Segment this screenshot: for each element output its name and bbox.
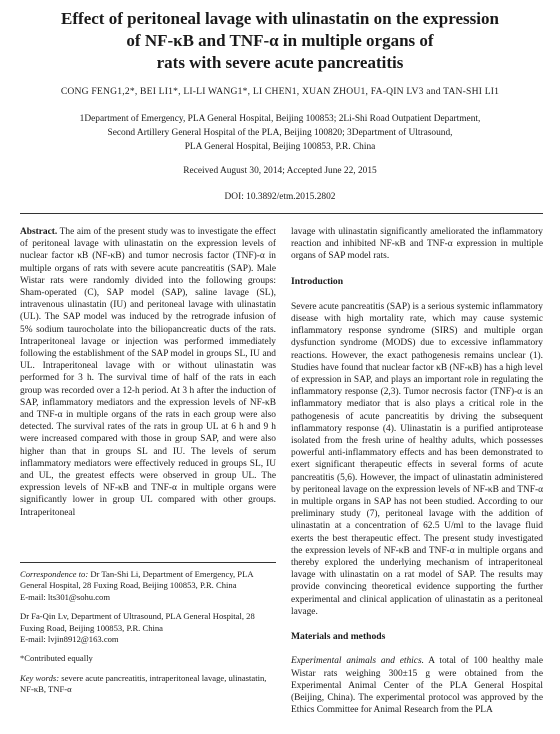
methods-subheading: Experimental animals and ethics. <box>291 656 424 667</box>
received-accepted-dates: Received August 30, 2014; Accepted June 22, 2015 <box>183 166 377 176</box>
introduction-text: Severe acute pancreatitis (SAP) is a serious systemic inflammatory disease with high mortality rate, which may cause systemic inflammatory response syndrome (SIRS) and multiple organ dysfunction syndrome (MODS) due to excessive inflammatory reactions. However, the exact pathogenesis remains unclear (1). Studies have found that nuclear factor κB (NF-κB) has a high level of expression in SAP, and plays an important role in regulating the inflammatory response (2,3). Tumor necrosis factor (TNF)-α is an inflammatory mediator that is also plays a critical role in the pathogenesis of acute pancreatitis by driving the subsequent inflammatory response (4). Ulinastatin is a purified antiprotease isolated from the fresh urine of healthy adults, which possesses powerful anti-inflammatory effects and has been demonstrated to exert significant therapeutic effects in several forms of acute pancreatitis (5,6). However, the impact of ulinastatin administered by peritoneal lavage on the expression levels of NF-κB and TNF-α in multiple organs in SAP has not been studied. According to our preliminary study (7), peritoneal lavage with the addition of ulinastatin at a concentration of 62.5 U/ml to the lavage fluid exerts the best therapeutic effect. The present study investigated the expression levels of NF-κB and TNF-α in multiple organs and thereby explored the underlying mechanism of intraperitoneal lavage with ulinastatin on a rat model of SAP. The results may provide convincing theoretical evidence supporting the further experimental and clinical application of ulinastatin as a peritoneal lavage. <box>291 301 543 617</box>
abstract-paragraph <box>20 226 276 519</box>
affiliation-line-2: Second Artillery General Hospital of the PLA, Beijing 100820; 3Department of Ultrasound, <box>107 128 453 138</box>
affiliations <box>20 112 540 154</box>
correspondence-1 <box>20 569 276 592</box>
footnotes <box>20 569 276 696</box>
affiliation-line-3: PLA General Hospital, Beijing 100853, P.R. China <box>184 142 376 152</box>
keywords-label: Key words: <box>20 672 60 683</box>
right-column <box>291 226 543 716</box>
contributed-equally-note: *Contributed equally <box>20 653 93 664</box>
title-line-1: Effect of peritoneal lavage with ulinastatin on the expression <box>61 9 499 28</box>
methods-heading: Materials and methods <box>291 631 386 643</box>
author-list: CONG FENG1,2*, BEI LI1*, LI-LI WANG1*, LI CHEN1, XUAN ZHOU1, FA-QIN LV3 and TAN-SHI LI1 <box>60 86 500 97</box>
correspondence-entry-1: Dr Tan-Shi Li, Department of Emergency, PLA General Hospital, 28 Fuxing Road, Beijing 100853, P.R. China <box>20 569 254 591</box>
paper-title <box>20 8 540 74</box>
affiliation-line-1: 1Department of Emergency, PLA General Hospital, Beijing 100853; 2Li-Shi Road Outpatient Department, <box>79 114 481 124</box>
abstract-text: The aim of the present study was to investigate the effect of peritoneal lavage with ulinastatin on the expression levels of nuclear factor κB (NF-κB) and tumor necrosis factor (TNF)-α in multiple organs of rats with severe acute pancreatitis (SAP). Male Wistar rats were randomly divided into the following groups: Sham-operated (C), SAP model (SAP), saline lavage (SL), intravenous ulinastatin (IU) and peritoneal lavage with ulinastatin (UL). The SAP model was induced by the retrograde infusion of 5% sodium taurocholate into the biliopancreatic ducts of the rats. Intraperitoneal lavage or injection was performed immediately following the establishment of the SAP model in groups SL, IU and UL. Intraperitoneal lavage with or without ulinastatin was performed for 3 h. The survival time of half of the rats in each group was recorded over a 12-h period. At 3 h after the induction of SAP, inflammatory mediators and the expression levels of NF-κB and TNF-α in multiple organs of the rats in each group were also detected. The survival rates of the rats in group UL at 6 h and 9 h were increased compared with those in group SAP, and were also higher than that in groups SL and IU. The levels of serum inflammatory mediators were effectively reduced in groups SL, IU and UL, the greatest effects were observed in group UL. The expression levels of NF-κB and TNF-α in multiple organs were significantly lower in group UL compared with other groups. Intraperitoneal <box>20 227 276 518</box>
keywords <box>20 673 276 696</box>
methods-text: A total of 100 healthy male Wistar rats weighing 300±15 g were obtained from the Experimental Animal Center of the PLA General Hospital (Beijing, China). The experimental protocol was approved by the Ethics Committee for Animal Research from the PLA <box>291 656 543 716</box>
abstract-continuation: lavage with ulinastatin significantly ameliorated the inflammatory reaction and inhibited NF-κB and TNF-α expression in multiple organs of SAP model rats. <box>291 227 543 262</box>
title-line-2: of NF-κB and TNF-α in multiple organs of <box>126 31 434 50</box>
title-line-3: rats with severe acute pancreatitis <box>156 53 404 72</box>
methods-paragraph <box>291 655 543 716</box>
correspondence-label: Correspondence to: <box>20 569 89 579</box>
keywords-text: severe acute pancreatitis, intraperitoneal lavage, ulinastatin, NF-κB, TNF-α <box>20 672 267 695</box>
correspondence-email-2: E-mail: lvjin8912@163.com <box>20 634 119 645</box>
correspondence-email-1: E-mail: lts301@sohu.com <box>20 591 111 602</box>
footnote-divider <box>20 562 276 563</box>
header-divider <box>20 213 543 214</box>
introduction-heading: Introduction <box>291 275 344 287</box>
correspondence-entry-2: Dr Fa-Qin Lv, Department of Ultrasound, PLA General Hospital, 28 Fuxing Road, Beijing 100853, P.R. China <box>20 611 255 633</box>
doi: DOI: 10.3892/etm.2015.2802 <box>224 192 336 202</box>
abstract-label: Abstract. <box>20 227 58 237</box>
left-column <box>20 226 276 519</box>
